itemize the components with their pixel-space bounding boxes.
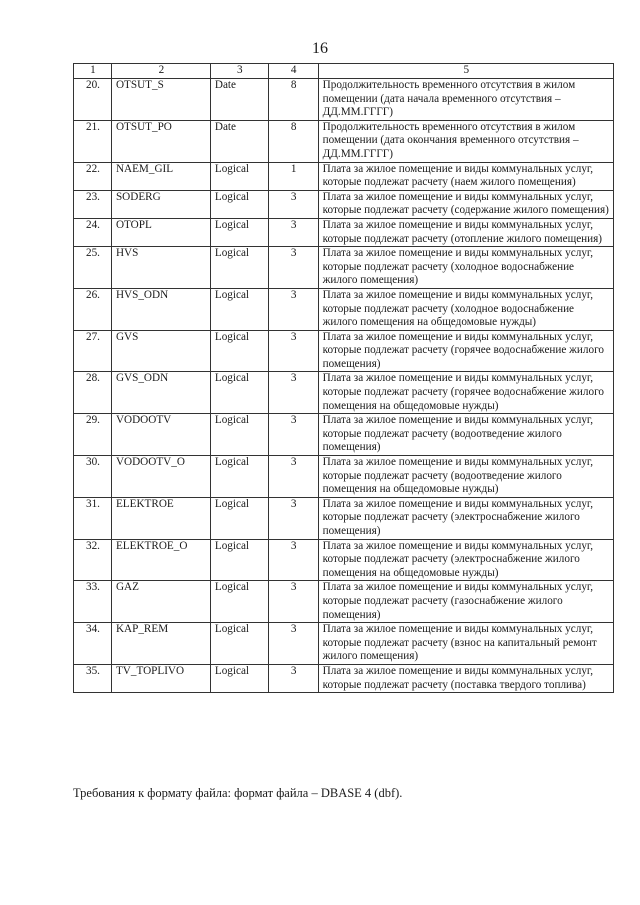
field-description: Плата за жилое помещение и виды коммунальных услуг, которые подлежат расчету (отопление жилого помещения): [318, 218, 613, 246]
table-row: [74, 497, 614, 539]
row-number: 21.: [74, 120, 112, 162]
field-name: ELEKTROE_O: [111, 539, 210, 581]
row-number: 27.: [74, 330, 112, 372]
column-header-5: 5: [318, 64, 613, 79]
file-format-note: Требования к формату файла: формат файла – DBASE 4 (dbf).: [73, 786, 403, 800]
field-length: 8: [268, 120, 318, 162]
field-description: Плата за жилое помещение и виды коммунальных услуг, которые подлежат расчету (холодное водоснабжение жилого помещения): [318, 247, 613, 289]
field-name: GAZ: [111, 581, 210, 623]
field-description: Плата за жилое помещение и виды коммунальных услуг, которые подлежат расчету (газоснабжение жилого помещения): [318, 581, 613, 623]
field-type: Logical: [210, 247, 268, 289]
field-name: ELEKTROE: [111, 497, 210, 539]
row-number: 29.: [74, 414, 112, 456]
field-description: Плата за жилое помещение и виды коммунальных услуг, которые подлежат расчету (содержание жилого помещения): [318, 190, 613, 218]
table-header-row: [74, 64, 614, 79]
field-description: Плата за жилое помещение и виды коммунальных услуг, которые подлежат расчету (электроснабжение жилого помещения): [318, 497, 613, 539]
row-number: 34.: [74, 623, 112, 665]
field-description: Плата за жилое помещение и виды коммунальных услуг, которые подлежат расчету (холодное водоснабжение жилого помещения на общедомовые нужды): [318, 288, 613, 330]
field-description: Плата за жилое помещение и виды коммунальных услуг, которые подлежат расчету (взнос на капитальный ремонт жилого помещения): [318, 623, 613, 665]
field-description: Плата за жилое помещение и виды коммунальных услуг, которые подлежат расчету (водоотведение жилого помещения на общедомовые нужды): [318, 456, 613, 498]
field-spec-table: [73, 63, 614, 693]
table-row: [74, 539, 614, 581]
row-number: 33.: [74, 581, 112, 623]
field-name: HVS_ODN: [111, 288, 210, 330]
field-length: 3: [268, 581, 318, 623]
field-length: 3: [268, 497, 318, 539]
row-number: 24.: [74, 218, 112, 246]
table-row: [74, 664, 614, 692]
field-length: 3: [268, 190, 318, 218]
field-name: OTOPL: [111, 218, 210, 246]
field-length: 3: [268, 247, 318, 289]
field-type: Logical: [210, 456, 268, 498]
field-length: 3: [268, 330, 318, 372]
field-name: SODERG: [111, 190, 210, 218]
table-row: [74, 190, 614, 218]
field-name: HVS: [111, 247, 210, 289]
field-name: GVS_ODN: [111, 372, 210, 414]
field-type: Logical: [210, 372, 268, 414]
page-number: 16: [312, 40, 328, 57]
field-type: Logical: [210, 414, 268, 456]
field-length: 3: [268, 456, 318, 498]
row-number: 28.: [74, 372, 112, 414]
row-number: 32.: [74, 539, 112, 581]
field-type: Logical: [210, 218, 268, 246]
field-description: Плата за жилое помещение и виды коммунальных услуг, которые подлежат расчету (поставка твердого топлива): [318, 664, 613, 692]
table-row: [74, 372, 614, 414]
table-row: [74, 330, 614, 372]
field-type: Date: [210, 79, 268, 121]
field-name: GVS: [111, 330, 210, 372]
field-description: Плата за жилое помещение и виды коммунальных услуг, которые подлежат расчету (электроснабжение жилого помещения на общедомовые нужды): [318, 539, 613, 581]
row-number: 25.: [74, 247, 112, 289]
row-number: 23.: [74, 190, 112, 218]
field-name: TV_TOPLIVO: [111, 664, 210, 692]
row-number: 20.: [74, 79, 112, 121]
field-type: Logical: [210, 623, 268, 665]
table-row: [74, 288, 614, 330]
field-type: Logical: [210, 288, 268, 330]
field-name: OTSUT_PO: [111, 120, 210, 162]
row-number: 31.: [74, 497, 112, 539]
field-type: Date: [210, 120, 268, 162]
field-length: 3: [268, 539, 318, 581]
field-type: Logical: [210, 581, 268, 623]
field-length: 3: [268, 288, 318, 330]
field-length: 3: [268, 218, 318, 246]
field-description: Плата за жилое помещение и виды коммунальных услуг, которые подлежат расчету (горячее водоснабжение жилого помещения): [318, 330, 613, 372]
field-name: NAEM_GIL: [111, 162, 210, 190]
field-name: VODOOTV: [111, 414, 210, 456]
table-row: [74, 456, 614, 498]
column-header-2: 2: [111, 64, 210, 79]
field-length: 3: [268, 664, 318, 692]
field-length: 8: [268, 79, 318, 121]
table-row: [74, 162, 614, 190]
column-header-4: 4: [268, 64, 318, 79]
row-number: 30.: [74, 456, 112, 498]
field-length: 3: [268, 372, 318, 414]
field-description: Плата за жилое помещение и виды коммунальных услуг, которые подлежат расчету (горячее водоснабжение жилого помещения на общедомовые нужды): [318, 372, 613, 414]
row-number: 26.: [74, 288, 112, 330]
field-length: 3: [268, 623, 318, 665]
field-type: Logical: [210, 190, 268, 218]
field-name: VODOOTV_O: [111, 456, 210, 498]
field-description: Продолжительность временного отсутствия в жилом помещении (дата начала временного отсутствия – ДД.ММ.ГГГГ): [318, 79, 613, 121]
field-length: 1: [268, 162, 318, 190]
table-row: [74, 79, 614, 121]
field-type: Logical: [210, 539, 268, 581]
field-type: Logical: [210, 330, 268, 372]
table-row: [74, 414, 614, 456]
table-row: [74, 623, 614, 665]
field-type: Logical: [210, 497, 268, 539]
column-header-1: 1: [74, 64, 112, 79]
field-description: Плата за жилое помещение и виды коммунальных услуг, которые подлежат расчету (водоотведение жилого помещения): [318, 414, 613, 456]
table-row: [74, 218, 614, 246]
row-number: 35.: [74, 664, 112, 692]
row-number: 22.: [74, 162, 112, 190]
table-row: [74, 247, 614, 289]
field-name: OTSUT_S: [111, 79, 210, 121]
table-row: [74, 120, 614, 162]
field-length: 3: [268, 414, 318, 456]
field-name: KAP_REM: [111, 623, 210, 665]
column-header-3: 3: [210, 64, 268, 79]
field-description: Плата за жилое помещение и виды коммунальных услуг, которые подлежат расчету (наем жилого помещения): [318, 162, 613, 190]
field-type: Logical: [210, 162, 268, 190]
table-row: [74, 581, 614, 623]
field-description: Продолжительность временного отсутствия в жилом помещении (дата окончания временного отсутствия – ДД.ММ.ГГГГ): [318, 120, 613, 162]
field-type: Logical: [210, 664, 268, 692]
